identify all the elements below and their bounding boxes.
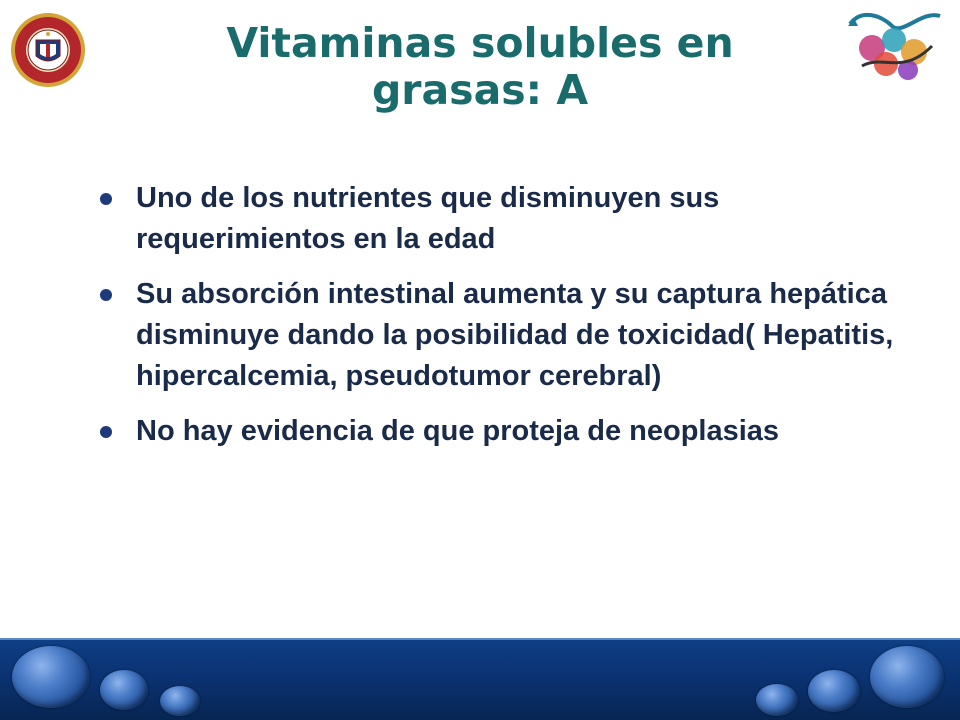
- list-item: [100, 178, 900, 260]
- bullet-dot-icon: [100, 426, 112, 438]
- footer-divider: [0, 638, 960, 640]
- footer-band: [0, 638, 960, 720]
- title-line-2: grasas: A: [371, 66, 589, 114]
- university-seal-logo: [10, 12, 86, 88]
- faculty-emblem-logo: [842, 6, 948, 84]
- slide-title: [130, 20, 830, 114]
- bubble-decoration: [160, 686, 200, 716]
- list-item: [100, 411, 900, 452]
- bubble-decoration: [808, 670, 860, 712]
- bullet-dot-icon: [100, 289, 112, 301]
- bubble-decoration: [100, 670, 148, 710]
- bullet-list: [100, 178, 900, 466]
- title-line-1: Vitaminas solubles en: [226, 19, 734, 67]
- list-item: [100, 274, 900, 397]
- bubble-decoration: [870, 646, 944, 708]
- bubble-decoration: [756, 684, 798, 716]
- bubble-decoration: [12, 646, 90, 708]
- list-item-text: Su absorción intestinal aumenta y su captura hepática disminuye dando la posibilidad de toxicidad( Hepatitis, hipercalcemia, pseudotumor cerebral): [136, 278, 894, 392]
- list-item-text: No hay evidencia de que proteja de neoplasias: [136, 415, 780, 447]
- bullet-dot-icon: [100, 193, 112, 205]
- list-item-text: Uno de los nutrientes que disminuyen sus requerimientos en la edad: [136, 182, 720, 255]
